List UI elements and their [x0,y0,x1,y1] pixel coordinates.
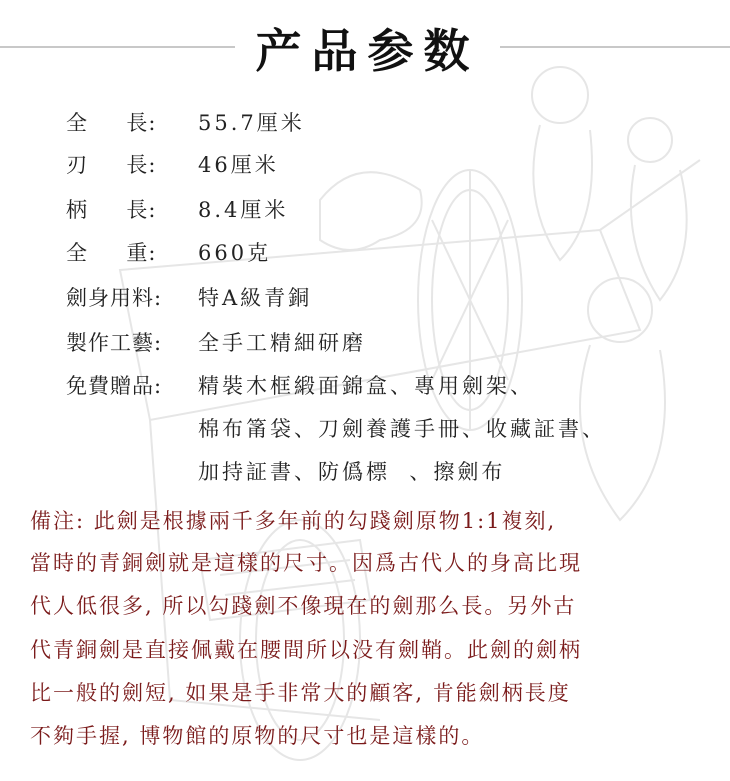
note-line: 不夠手握, 博物館的原物的尺寸也是這樣的。 [30,724,485,748]
note-line: 代人低很多, 所以勾踐劍不像現在的劍那么長。另外古 [30,594,577,618]
spec-label: 免費贈品: [66,374,163,398]
spec-label: 刃 長: [66,153,157,177]
spec-value: 全手工精細研磨 [198,331,366,355]
gift-list-line: 棉布筩袋、刀劍養護手冊、收藏証書、 [198,417,606,441]
note-line: 當時的青銅劍就是這樣的尺寸。因爲古代人的身高比現 [30,551,582,575]
spec-row-blade-length [66,148,279,180]
note-line: 備注: 此劍是根據兩千多年前的勾踐劍原物1:1複刻, [30,509,557,533]
spec-value: 46厘米 [198,153,279,177]
spec-label: 柄 長: [66,198,157,222]
spec-label: 製作工藝: [66,331,163,355]
spec-row-gifts [66,369,534,401]
spec-value: 8.4厘米 [198,198,289,222]
spec-row-total-length [66,106,305,138]
spec-label: 全 重: [66,241,157,265]
title-divider-left [0,46,235,48]
spec-value: 55.7厘米 [198,111,305,135]
spec-row-craft [66,326,366,358]
spec-row-handle-length [66,193,288,225]
title-divider-right [500,46,730,48]
gift-list-line: 加持証書、防僞標 、擦劍布 [198,460,506,484]
note-line: 比一般的劍短, 如果是手非常大的顧客, 肯能劍柄長度 [30,681,571,705]
spec-label: 劍身用料: [66,286,163,310]
spec-row-material [66,281,312,313]
spec-row-weight [66,236,271,268]
spec-value: 精裝木框緞面錦盒、專用劍架、 [198,374,534,398]
spec-value: 660克 [198,241,272,265]
note-line: 代青銅劍是直接佩戴在腰間所以没有劍鞘。此劍的劍柄 [30,638,582,662]
page-title: 产品参数 [255,24,480,78]
spec-label: 全 長: [66,111,157,135]
spec-value: 特A級青銅 [198,286,313,310]
